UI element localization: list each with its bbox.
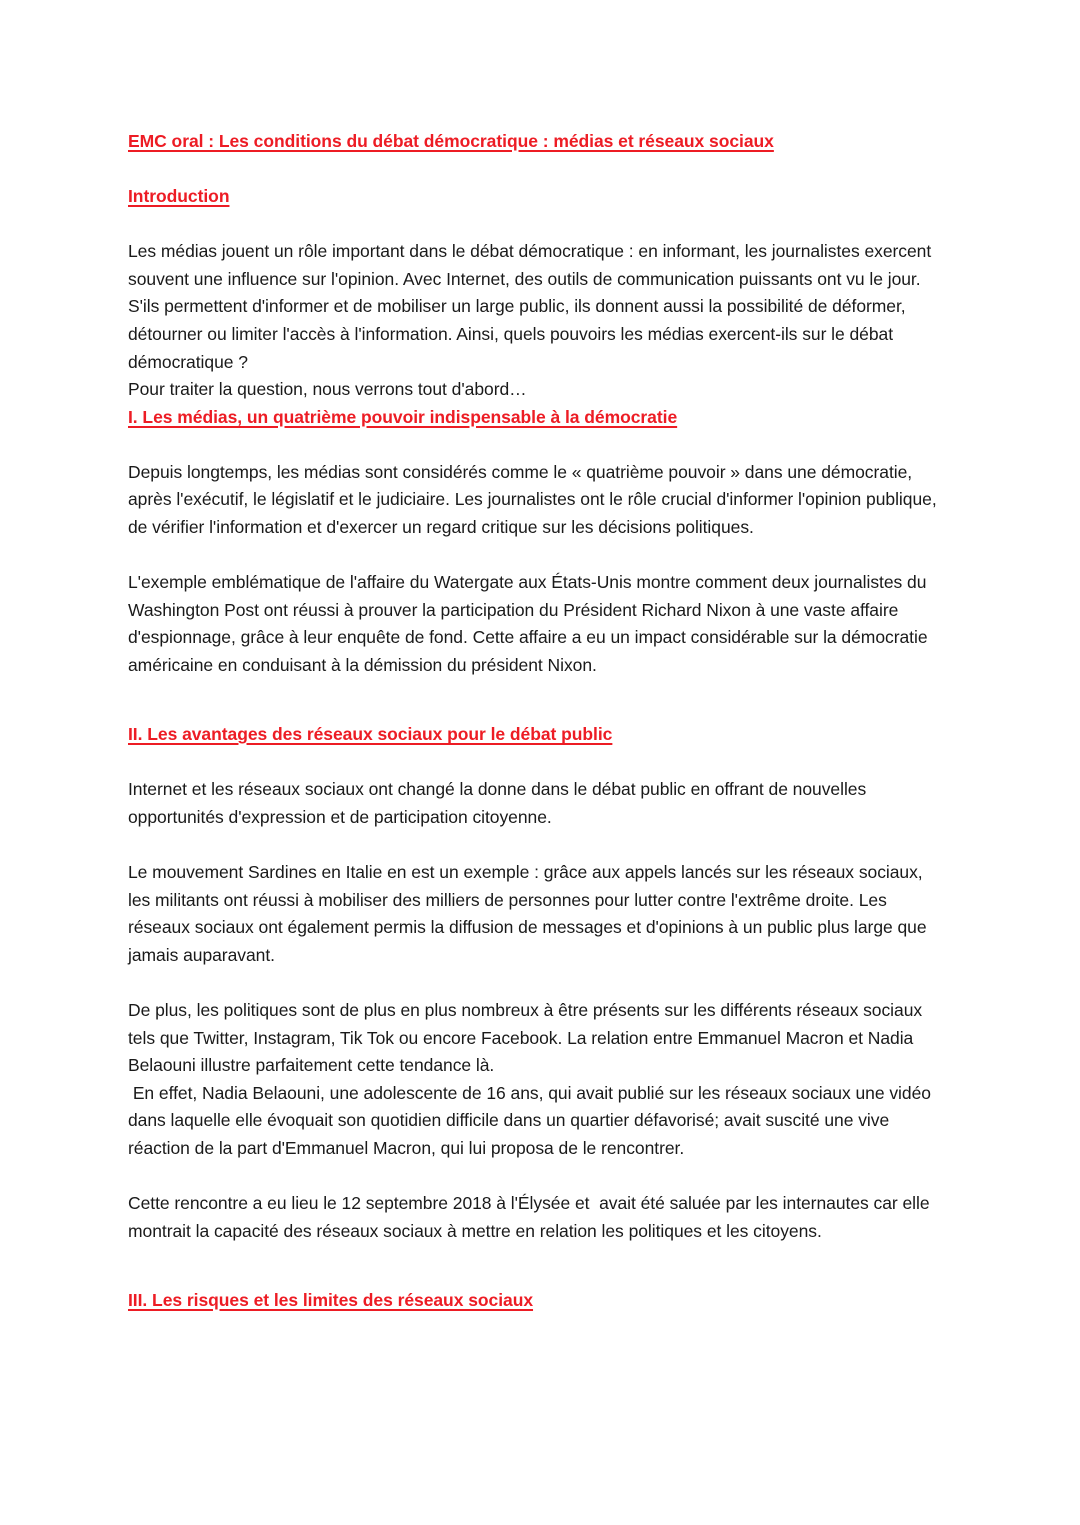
spacer: [128, 1273, 946, 1287]
paragraph: Internet et les réseaux sociaux ont changé la donne dans le débat public en offrant de nouvelles opportunités d'expression et de participation citoyenne.: [128, 779, 871, 827]
spacer: [128, 831, 946, 859]
document-body: [128, 128, 946, 1314]
section-heading-partie-3: III. Les risques et les limites des réseaux sociaux: [128, 1289, 534, 1310]
paragraph: En effet, Nadia Belaouni, une adolescente de 16 ans, qui avait publié sur les réseaux sociaux une vidéo dans laquelle elle évoquait son quotidien difficile dans un quartier défavorisé; avait suscité une vive réaction de la part d'Emmanuel Macron, qui lui proposa de le rencontrer.: [128, 1082, 936, 1158]
paragraph: Les médias jouent un rôle important dans le débat démocratique : en informant, les journalistes exercent souvent une influence sur l'opinion. Avec Internet, des outils de communication puissants ont vu le jour. S'ils permettent d'informer et de mobiliser un large public, ils donnent aussi la possibilité de déformer, détourner ou limiter l'accès à l'information. Ainsi, quels pouvoirs les médias exercent-ils sur le débat démocratique ?: [128, 241, 936, 372]
paragraph: Cette rencontre a eu lieu le 12 septembre 2018 à l'Élysée et avait été saluée par les internautes car elle montrait la capacité des réseaux sociaux à mettre en relation les politiques et les citoyens.: [128, 1193, 935, 1241]
spacer: [128, 749, 946, 777]
section-heading-partie-2: II. Les avantages des réseaux sociaux pour le débat public: [128, 724, 613, 745]
spacer: [128, 542, 946, 570]
paragraph: Le mouvement Sardines en Italie en est un exemple : grâce aux appels lancés sur les réseaux sociaux, les militants ont réussi à mobiliser des milliers de personnes pour lutter contre l'extrême droite. Les réseaux sociaux ont également permis la diffusion de messages et d'opinions à un public plus large que jamais auparavant.: [128, 862, 932, 965]
spacer: [128, 969, 946, 997]
spacer: [128, 211, 946, 239]
paragraph: Pour traiter la question, nous verrons tout d'abord…: [128, 379, 527, 400]
section-heading-partie-1: I. Les médias, un quatrième pouvoir indispensable à la démocratie: [128, 406, 678, 427]
document-title: EMC oral : Les conditions du débat démocratique : médias et réseaux sociaux: [128, 131, 774, 151]
paragraph: De plus, les politiques sont de plus en plus nombreux à être présents sur les différents réseaux sociaux tels que Twitter, Instagram, Tik Tok ou encore Facebook. La relation entre Emmanuel Macron et Nadia Belaouni illustre parfaitement cette tendance là.: [128, 1000, 927, 1076]
spacer: [128, 1245, 946, 1273]
spacer: [128, 707, 946, 721]
spacer: [128, 680, 946, 708]
paragraph: Depuis longtemps, les médias sont considérés comme le « quatrième pouvoir » dans une démocratie, après l'exécutif, le législatif et le judiciaire. Les journalistes ont le rôle crucial d'informer l'opinion publique, de vérifier l'information et d'exercer un regard critique sur les décisions politiques.: [128, 461, 942, 538]
paragraph: L'exemple emblématique de l'affaire du Watergate aux États-Unis montre comment deux journalistes du Washington Post ont réussi à prouver la participation du Président Richard Nixon à une vaste affaire d'espionnage, grâce à leur enquête de fond. Cette affaire a eu un impact considérable sur la démocratie américaine en conduisant à la démission du président Nixon.: [128, 572, 933, 675]
spacer: [128, 1163, 946, 1191]
section-heading-introduction: Introduction: [128, 186, 230, 207]
spacer: [128, 156, 946, 184]
spacer: [128, 431, 946, 459]
